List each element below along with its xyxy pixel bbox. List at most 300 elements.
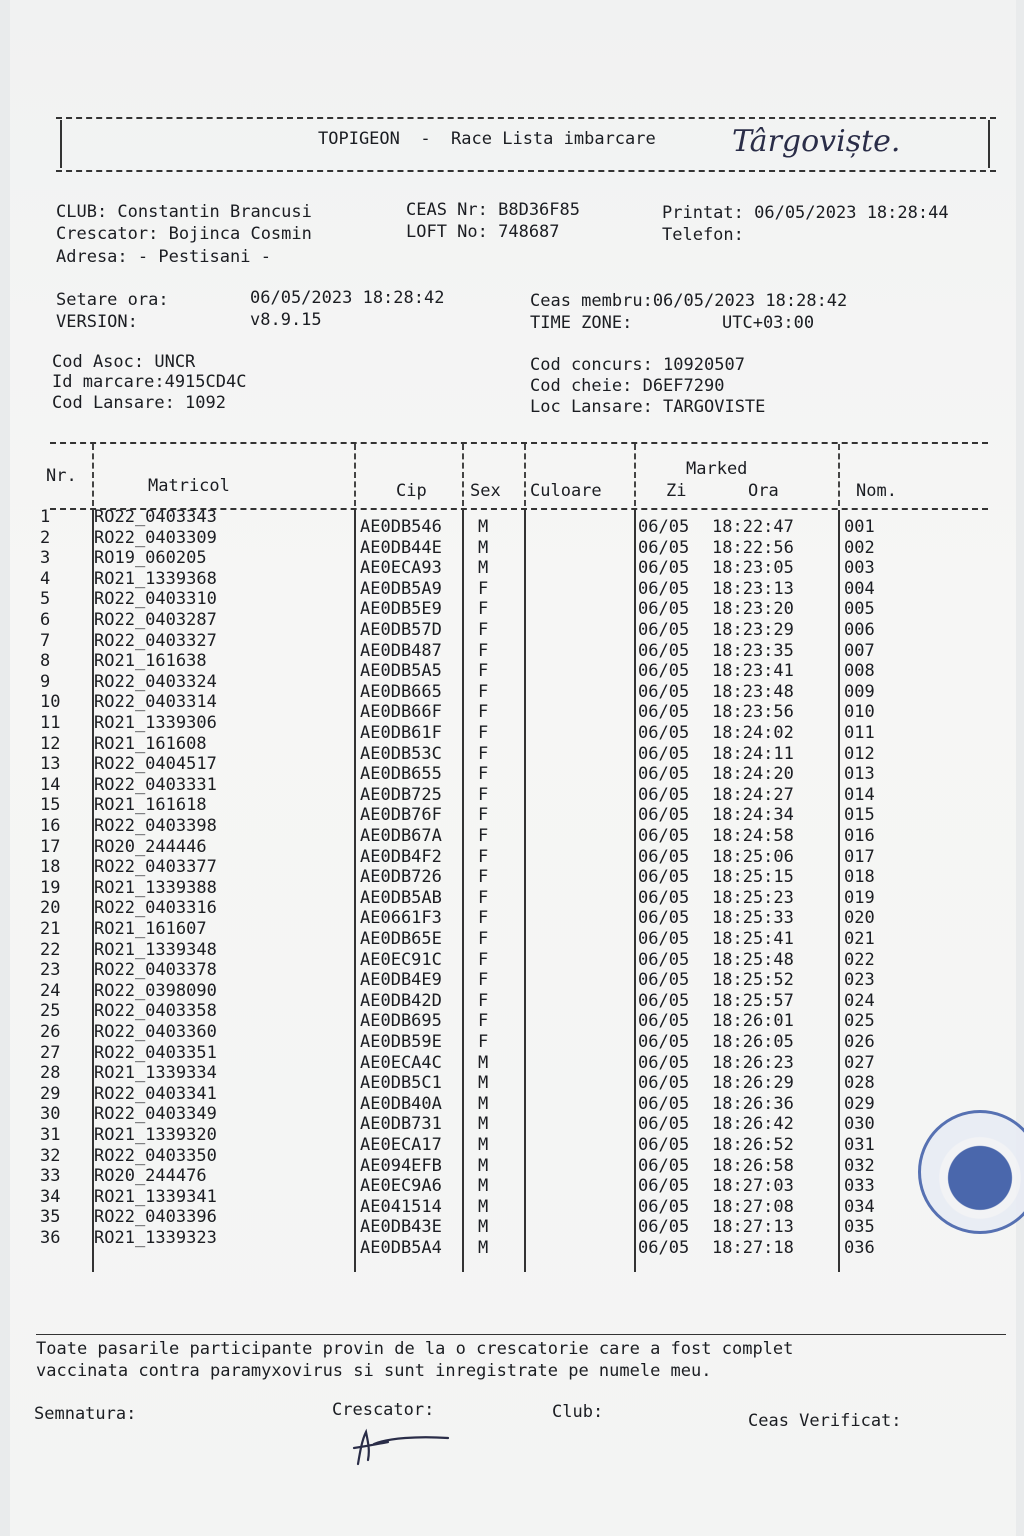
cell-cip: AE0EC91C [360,949,442,970]
cell-cip: AE0DB57D [360,620,442,640]
cell-cip: AE0DB5A4 [360,1238,442,1258]
cell-sex: M [478,1052,489,1073]
cell-ora: 18:23:35 [712,640,794,661]
cell-cip: AE0ECA93 [360,558,442,579]
cell-cip: AE0DB76F [360,805,442,826]
cell-sex: F [478,764,489,785]
cell-nom: 022 [844,949,875,970]
cell-matricol: RO22_0403341 [94,1083,217,1104]
col-sep-2 [354,444,356,506]
release-code: Cod Lansare: 1092 [52,393,226,413]
cell-ora: 18:26:23 [712,1052,794,1073]
cell-ora: 18:27:03 [712,1176,794,1197]
cell-ora: 18:26:29 [712,1073,794,1094]
cell-nom: 027 [844,1052,875,1073]
cell-nr: 2 [40,527,51,548]
cell-nr: 8 [40,651,51,672]
cell-nr: 3 [40,548,51,569]
title-box-top [56,117,996,119]
cell-nom: 034 [844,1196,875,1217]
cell-zi: 06/05 [638,1196,690,1217]
time-set-label: Setare ora: [56,290,169,310]
cell-cip: AE0DB5A9 [360,578,442,599]
cell-matricol: RO22_0403309 [94,527,217,548]
cell-cip: AE0DB665 [360,681,442,702]
cell-zi: 06/05 [638,661,690,682]
cell-matricol: RO21_1339334 [94,1063,217,1084]
cell-nr: 9 [40,671,51,692]
cell-sex: F [478,640,489,661]
cell-nr: 16 [40,816,61,836]
cell-sex: F [478,1011,489,1032]
cell-ora: 18:24:20 [712,764,794,785]
cell-sex: F [478,1032,489,1052]
time-zone-label: TIME ZONE: [530,313,633,333]
cell-zi: 06/05 [638,702,690,723]
cell-zi: 06/05 [638,1135,690,1155]
cell-nr: 20 [40,898,61,919]
cell-zi: 06/05 [638,1114,690,1135]
cell-sex: F [478,743,489,764]
title-box-left [60,120,62,168]
cell-matricol: RO22_0403324 [94,671,217,692]
col-header-nr: Nr. [46,466,77,486]
cell-nr: 13 [40,754,61,775]
cell-nom: 019 [844,887,875,908]
cell-sex: F [478,620,489,640]
cell-cip: AE0DB5E9 [360,599,442,620]
title-box-right [988,120,990,168]
cell-zi: 06/05 [638,990,690,1011]
cell-sex: F [478,599,489,620]
cell-zi: 06/05 [638,517,690,537]
col-header-ora: Ora [748,481,779,501]
cell-sex: M [478,558,489,579]
breeder-signature-label: Crescator: [332,1400,435,1420]
cell-nom: 011 [844,723,875,743]
cell-sex: F [478,681,489,702]
cell-sex: M [478,1155,489,1176]
cell-zi: 06/05 [638,1011,690,1032]
cell-ora: 18:26:42 [712,1114,794,1135]
cell-ora: 18:22:56 [712,537,794,558]
cell-matricol: RO21_1339306 [94,713,217,733]
cell-sex: M [478,1217,489,1238]
cell-zi: 06/05 [638,929,690,949]
cell-sex: M [478,1114,489,1135]
cell-ora: 18:27:08 [712,1196,794,1217]
cell-nr: 26 [40,1022,61,1042]
cell-matricol: RO21_1339341 [94,1186,217,1207]
cell-zi: 06/05 [638,1052,690,1073]
cell-nom: 023 [844,970,875,991]
cell-cip: AE0DB726 [360,867,442,888]
cell-matricol: RO22_0403350 [94,1145,217,1166]
cell-nr: 30 [40,1104,61,1125]
cell-cip: AE0DB487 [360,640,442,661]
cell-zi: 06/05 [638,805,690,826]
cell-ora: 18:24:58 [712,826,794,846]
cell-sex: F [478,908,489,929]
cell-nr: 17 [40,836,61,857]
cell-zi: 06/05 [638,846,690,867]
cell-cip: AE0DB655 [360,764,442,785]
cell-ora: 18:24:27 [712,784,794,805]
cell-nr: 5 [40,589,51,610]
cell-ora: 18:23:56 [712,702,794,723]
cell-ora: 18:26:01 [712,1011,794,1032]
clock-number: CEAS Nr: B8D36F85 [406,200,580,220]
cell-ora: 18:25:15 [712,867,794,888]
cell-ora: 18:23:29 [712,620,794,640]
cell-nr: 34 [40,1186,61,1207]
cell-cip: AE0DB731 [360,1114,442,1135]
col-header-sex: Sex [470,481,501,501]
cell-zi: 06/05 [638,640,690,661]
handwritten-signature [348,1424,458,1470]
cell-nr: 36 [40,1228,61,1248]
cell-matricol: RO21_161607 [94,919,207,939]
cell-matricol: RO20_244446 [94,836,207,857]
cell-zi: 06/05 [638,908,690,929]
cell-zi: 06/05 [638,723,690,743]
address-info: Adresa: - Pestisani - [56,247,271,267]
cell-ora: 18:24:34 [712,805,794,826]
cell-zi: 06/05 [638,1176,690,1197]
cell-cip: AE0DB5C1 [360,1073,442,1094]
cell-cip: AE0661F3 [360,908,442,929]
cell-nr: 12 [40,733,61,754]
cell-nr: 22 [40,939,61,960]
cell-ora: 18:25:41 [712,929,794,949]
cell-cip: AE0DB43E [360,1217,442,1238]
cell-cip: AE094EFB [360,1155,442,1176]
cell-matricol: RO22_0403310 [94,589,217,610]
cell-zi: 06/05 [638,537,690,558]
col-header-culoare: Culoare [530,481,602,501]
cell-matricol: RO22_0403378 [94,960,217,981]
col-header-cip: Cip [396,481,427,501]
cell-ora: 18:25:48 [712,949,794,970]
cell-nom: 003 [844,558,875,579]
cell-nom: 017 [844,846,875,867]
cell-zi: 06/05 [638,784,690,805]
footer-divider [36,1334,1006,1335]
cell-cip: AE0DB5A5 [360,661,442,682]
cell-nr: 33 [40,1166,61,1187]
cell-cip: AE0DB65E [360,929,442,949]
cell-ora: 18:26:05 [712,1032,794,1052]
cell-zi: 06/05 [638,826,690,846]
cell-zi: 06/05 [638,1032,690,1052]
cell-sex: F [478,949,489,970]
cell-nr: 31 [40,1125,61,1145]
col-sep-5 [634,444,636,506]
cell-nom: 015 [844,805,875,826]
release-location: Loc Lansare: TARGOVISTE [530,397,766,417]
cell-ora: 18:23:20 [712,599,794,620]
cell-zi: 06/05 [638,578,690,599]
cell-nr: 4 [40,568,51,589]
cell-matricol: RO21_161618 [94,795,207,816]
cell-matricol: RO21_161638 [94,651,207,672]
cell-nom: 030 [844,1114,875,1135]
cell-ora: 18:26:52 [712,1135,794,1155]
col-header-zi: Zi [666,481,687,501]
cell-matricol: RO22_0404517 [94,754,217,775]
version-label: VERSION: [56,312,138,332]
cell-ora: 18:23:48 [712,681,794,702]
cell-zi: 06/05 [638,1217,690,1238]
key-code: Cod cheie: D6EF7290 [530,376,725,396]
cell-nom: 026 [844,1032,875,1052]
cell-ora: 18:27:13 [712,1217,794,1238]
cell-matricol: RO22_0403287 [94,610,217,630]
cell-nr: 28 [40,1063,61,1084]
cell-nom: 001 [844,517,875,537]
cell-nom: 025 [844,1011,875,1032]
cell-matricol: RO22_0403360 [94,1022,217,1042]
cell-ora: 18:25:06 [712,846,794,867]
title-box-bottom [56,170,996,172]
breeder-info: Crescator: Bojinca Cosmin [56,224,312,244]
cell-matricol: RO22_0403331 [94,774,217,795]
cell-nr: 25 [40,1001,61,1022]
cell-cip: AE0DB44E [360,537,442,558]
col-header-matricol: Matricol [148,476,230,496]
cell-nom: 024 [844,990,875,1011]
cell-nr: 6 [40,610,51,630]
member-clock: Ceas membru:06/05/2023 18:28:42 [530,291,848,311]
cell-ora: 18:26:36 [712,1093,794,1114]
cell-zi: 06/05 [638,681,690,702]
cell-matricol: RO21_1339323 [94,1228,217,1248]
cell-ora: 18:24:11 [712,743,794,764]
cell-ora: 18:24:02 [712,723,794,743]
cell-matricol: RO21_1339368 [94,568,217,589]
cell-nom: 020 [844,908,875,929]
club-info: CLUB: Constantin Brancusi [56,202,312,222]
cell-nr: 29 [40,1083,61,1104]
cell-ora: 18:26:58 [712,1155,794,1176]
cell-sex: F [478,784,489,805]
col-header-nom: Nom. [856,481,897,501]
printed-at: Printat: 06/05/2023 18:28:44 [662,203,949,223]
cell-sex: F [478,826,489,846]
cell-matricol: RO22_0403314 [94,692,217,713]
cell-nom: 032 [844,1155,875,1176]
cell-nr: 35 [40,1207,61,1228]
cell-nr: 24 [40,980,61,1001]
cell-zi: 06/05 [638,764,690,785]
cell-nom: 013 [844,764,875,785]
cell-ora: 18:23:41 [712,661,794,682]
cell-zi: 06/05 [638,1155,690,1176]
cell-nom: 031 [844,1135,875,1155]
cell-zi: 06/05 [638,949,690,970]
cell-matricol: RO21_1339320 [94,1125,217,1145]
cell-matricol: RO22_0403316 [94,898,217,919]
cell-cip: AE0DB40A [360,1093,442,1114]
handwritten-location: Târgoviște. [732,124,901,159]
cell-nom: 006 [844,620,875,640]
col-sep-3 [462,444,464,506]
cell-nom: 029 [844,1093,875,1114]
cell-nom: 008 [844,661,875,682]
table-header-top [50,442,988,444]
cell-matricol: RO22_0403327 [94,630,217,651]
cell-matricol: RO19_060205 [94,548,207,569]
cell-sex: F [478,887,489,908]
cell-nom: 004 [844,578,875,599]
cell-ora: 18:27:18 [712,1238,794,1258]
cell-sex: F [478,702,489,723]
cell-cip: AE0DB4F2 [360,846,442,867]
cell-nom: 016 [844,826,875,846]
cell-sex: M [478,1176,489,1197]
cell-ora: 18:25:23 [712,887,794,908]
cell-ora: 18:23:05 [712,558,794,579]
cell-cip: AE0DB725 [360,784,442,805]
cell-matricol: RO22_0403351 [94,1042,217,1063]
col-sep-6 [838,444,840,506]
time-zone-value: UTC+03:00 [722,313,815,333]
cell-nom: 035 [844,1217,875,1238]
cell-ora: 18:25:33 [712,908,794,929]
cell-cip: AE041514 [360,1196,442,1217]
cell-cip: AE0DB695 [360,1011,442,1032]
cell-zi: 06/05 [638,620,690,640]
cell-sex: M [478,1196,489,1217]
cell-sex: M [478,1073,489,1094]
association-code: Cod Asoc: UNCR [52,352,196,372]
clock-verified-label: Ceas Verificat: [748,1411,902,1431]
cell-zi: 06/05 [638,599,690,620]
cell-nom: 010 [844,702,875,723]
cell-matricol: RO22_0403396 [94,1207,217,1228]
cell-nr: 32 [40,1145,61,1166]
cell-matricol: RO21_1339388 [94,877,217,898]
cell-matricol: RO22_0398090 [94,980,217,1001]
cell-cip: AE0DB42D [360,990,442,1011]
cell-nom: 033 [844,1176,875,1197]
cell-sex: M [478,537,489,558]
cell-sex: F [478,970,489,991]
vaccination-statement-line2: vaccinata contra paramyxovirus si sunt inregistrate pe numele meu. [36,1361,712,1381]
cell-ora: 18:23:13 [712,578,794,599]
cell-ora: 18:25:52 [712,970,794,991]
cell-sex: F [478,867,489,888]
cell-nr: 11 [40,713,61,733]
cell-sex: M [478,1135,489,1155]
cell-cip: AE0DB67A [360,826,442,846]
cell-matricol: RO20_244476 [94,1166,207,1187]
document-title: TOPIGEON - Race Lista imbarcare [318,129,656,149]
cell-nr: 27 [40,1042,61,1063]
cell-nom: 036 [844,1238,875,1258]
cell-nom: 005 [844,599,875,620]
cell-ora: 18:22:47 [712,517,794,537]
cell-cip: AE0DB66F [360,702,442,723]
cell-nom: 028 [844,1073,875,1094]
competition-code: Cod concurs: 10920507 [530,355,745,375]
cell-nom: 014 [844,784,875,805]
cell-nr: 10 [40,692,61,713]
cell-sex: F [478,578,489,599]
col-header-marked: Marked [686,459,748,479]
cell-nom: 021 [844,929,875,949]
cell-zi: 06/05 [638,970,690,991]
cell-sex: F [478,661,489,682]
cell-sex: F [478,990,489,1011]
cell-sex: M [478,1238,489,1258]
cell-nom: 009 [844,681,875,702]
cell-matricol: RO21_161608 [94,733,207,754]
cell-nom: 012 [844,743,875,764]
cell-zi: 06/05 [638,1073,690,1094]
cell-zi: 06/05 [638,1238,690,1258]
cell-matricol: RO22_0403398 [94,816,217,836]
cell-zi: 06/05 [638,867,690,888]
signature-label: Semnatura: [34,1404,137,1424]
phone-label: Telefon: [662,225,744,245]
cell-nr: 19 [40,877,61,898]
cell-cip: AE0DB53C [360,743,442,764]
cell-nr: 18 [40,857,61,878]
cell-nom: 002 [844,537,875,558]
vaccination-statement-line1: Toate pasarile participante provin de la o crescatorie care a fost complet [36,1339,794,1359]
club-signature-label: Club: [552,1402,604,1422]
cell-matricol: RO22_0403349 [94,1104,217,1125]
cell-matricol: RO21_1339348 [94,939,217,960]
cell-cip: AE0ECA17 [360,1135,442,1155]
cell-sex: F [478,929,489,949]
cell-matricol: RO22_0403358 [94,1001,217,1022]
cell-matricol: RO22_0403377 [94,857,217,878]
loft-number: LOFT No: 748687 [406,222,560,242]
cell-nom: 007 [844,640,875,661]
cell-sex: F [478,805,489,826]
cell-nr: 23 [40,960,61,981]
cell-cip: AE0DB59E [360,1032,442,1052]
document-page [10,0,1016,1536]
cell-zi: 06/05 [638,887,690,908]
cell-sex: M [478,517,489,537]
cell-zi: 06/05 [638,1093,690,1114]
cell-nom: 018 [844,867,875,888]
col-sep-1 [92,444,94,506]
cell-ora: 18:25:57 [712,990,794,1011]
cell-cip: AE0DB546 [360,517,442,537]
cell-zi: 06/05 [638,558,690,579]
cell-cip: AE0DB5AB [360,887,442,908]
cell-nr: 14 [40,774,61,795]
cell-zi: 06/05 [638,743,690,764]
cell-cip: AE0ECA4C [360,1052,442,1073]
time-set-value: 06/05/2023 18:28:42 [250,288,445,308]
cell-nr: 21 [40,919,61,939]
cell-cip: AE0DB61F [360,723,442,743]
cell-sex: F [478,846,489,867]
cell-nr: 7 [40,630,51,651]
cell-sex: F [478,723,489,743]
version-value: v8.9.15 [250,310,322,330]
cell-nr: 1 [40,507,51,527]
cell-cip: AE0EC9A6 [360,1176,442,1197]
marking-id: Id marcare:4915CD4C [52,372,247,392]
cell-nr: 15 [40,795,61,816]
cell-matricol: RO22_0403343 [94,507,217,527]
